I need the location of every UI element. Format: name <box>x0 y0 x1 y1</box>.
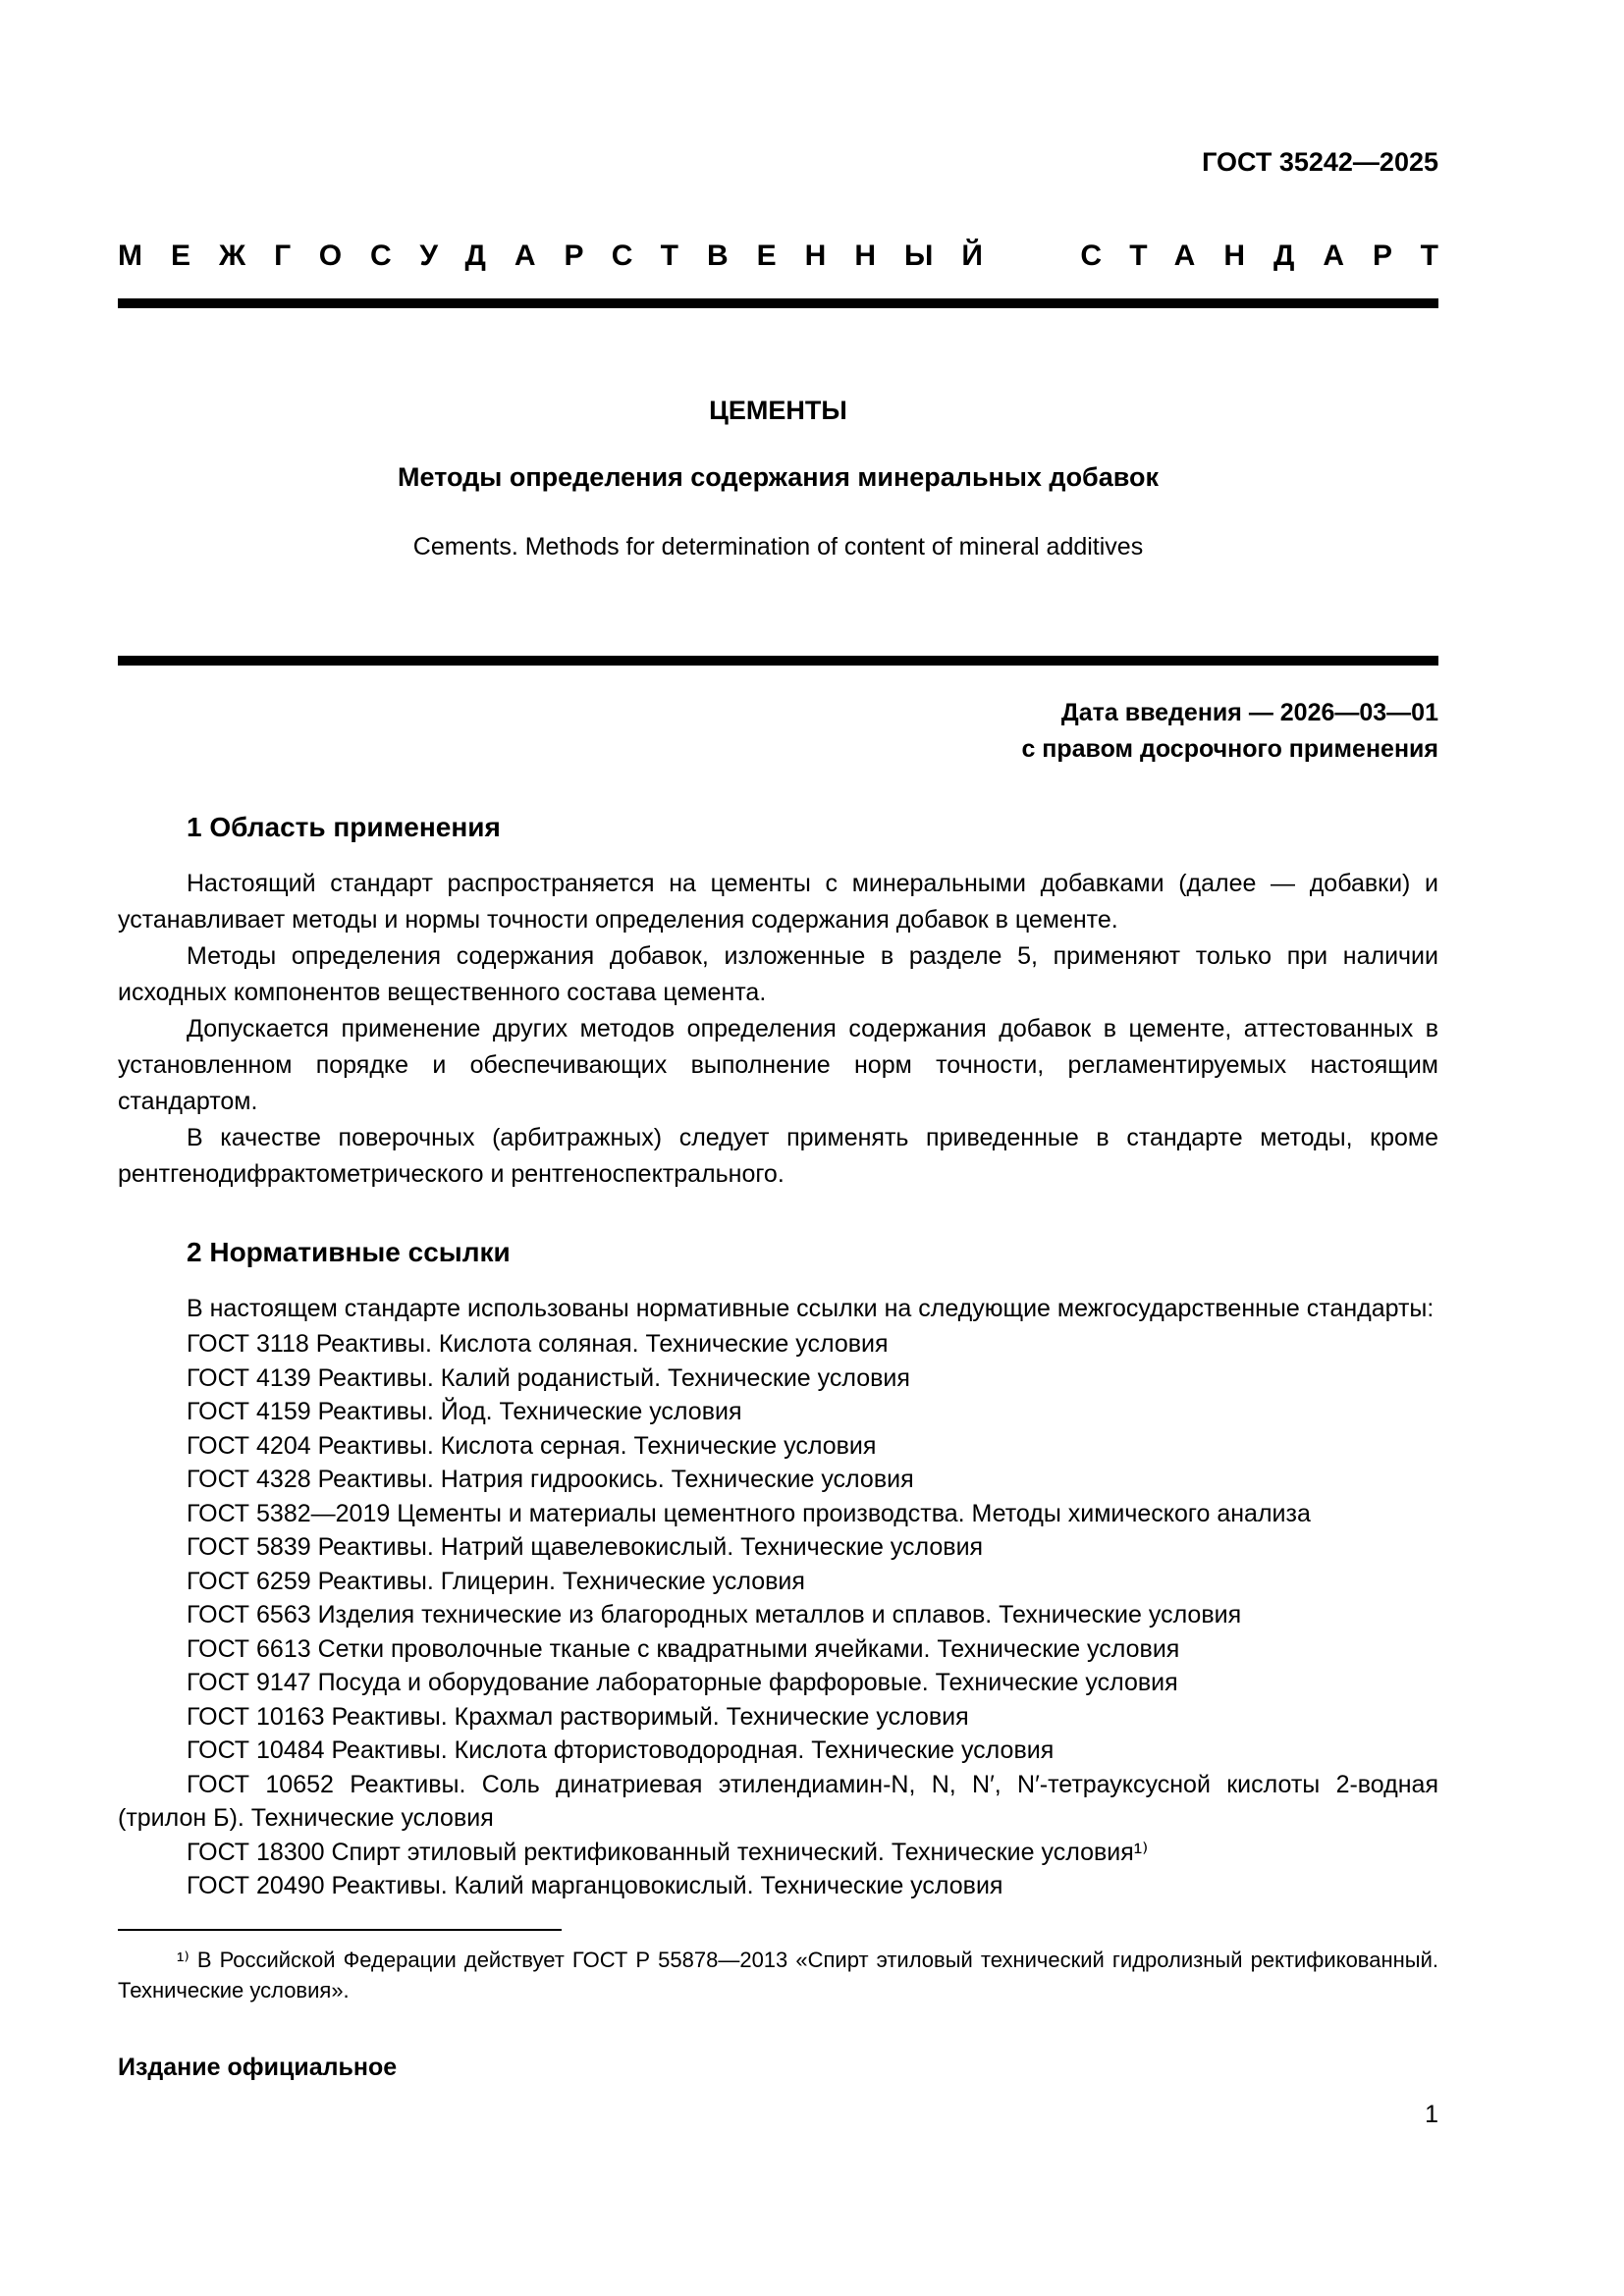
reference-item: ГОСТ 5839 Реактивы. Натрий щавелевокислый. Технические условия <box>187 1533 984 1561</box>
divider-rule-top <box>118 298 1438 308</box>
reference-item: ГОСТ 10163 Реактивы. Крахмал растворимый. Технические условия <box>187 1702 969 1731</box>
reference-item: ГОСТ 5382—2019 Цементы и материалы цементного производства. Методы химического анализа <box>187 1499 1311 1527</box>
document-subtitle: Методы определения содержания минеральных добавок <box>398 462 1159 492</box>
paragraph: Методы определения содержания добавок, изложенные в разделе 5, применяют только при наличии исходных компонентов вещественного состава цемента. <box>118 942 1438 1006</box>
reference-item: ГОСТ 10652 Реактивы. Соль динатриевая этилендиамин-N, N, N′, N′-тетрауксусной кислоты 2-водная (трилон Б). Технические условия <box>118 1770 1438 1832</box>
footnote-block <box>118 1929 1438 2005</box>
standard-type-banner <box>118 240 1467 273</box>
divider-rule-middle <box>118 656 1438 666</box>
reference-item: ГОСТ 20490 Реактивы. Калий марганцовокислый. Технические условия <box>187 1872 1003 1899</box>
reference-item: ГОСТ 18300 Спирт этиловый ректификованный технический. Технические условия¹⁾ <box>187 1838 1149 1866</box>
effective-date-note: с правом досрочного применения <box>1021 735 1438 763</box>
paragraph: Настоящий стандарт распространяется на цементы с минеральными добавками (далее — добавки) и устанавливает методы и нормы точности определения содержания добавок в цементе. <box>118 870 1438 934</box>
reference-item: ГОСТ 3118 Реактивы. Кислота соляная. Технические условия <box>187 1330 889 1358</box>
normative-references-list <box>118 1327 1438 1903</box>
reference-item: ГОСТ 6259 Реактивы. Глицерин. Технические условия <box>187 1567 805 1595</box>
effective-date-line: Дата введения — 2026—03—01 <box>1060 699 1438 726</box>
footnote-divider-rule <box>118 1929 562 1931</box>
reference-item: ГОСТ 6563 Изделия технические из благородных металлов и сплавов. Технические условия <box>187 1601 1242 1629</box>
section-1-heading: 1 Область применения <box>187 812 501 842</box>
banner-word-2: СТАНДАРТ <box>1080 240 1467 272</box>
edition-note: Издание официальное <box>118 2054 398 2081</box>
reference-item: ГОСТ 9147 Посуда и оборудование лабораторные фарфоровые. Технические условия <box>187 1669 1178 1696</box>
reference-item: ГОСТ 4139 Реактивы. Калий роданистый. Технические условия <box>187 1363 910 1392</box>
reference-item: ГОСТ 4204 Реактивы. Кислота серная. Технические условия <box>187 1431 877 1460</box>
banner-word-1: МЕЖГОСУДАРСТВЕННЫЙ <box>118 240 1011 272</box>
section-2-intro <box>118 1291 1438 1327</box>
section-1-body <box>118 866 1438 1193</box>
paragraph: Допускается применение других методов определения содержания добавок в цементе, аттестованных в установленном порядке и обеспечивающих выполнение норм точности, регламентируемых настоящим стандартом. <box>118 1015 1438 1115</box>
page-number: 1 <box>1425 2101 1438 2128</box>
reference-item: ГОСТ 10484 Реактивы. Кислота фтористоводородная. Технические условия <box>187 1736 1055 1764</box>
document-title: ЦЕМЕНТЫ <box>709 396 847 425</box>
reference-item: ГОСТ 6613 Сетки проволочные тканые с квадратными ячейками. Технические условия <box>187 1634 1180 1663</box>
footnote-text: ¹⁾ В Российской Федерации действует ГОСТ Р 55878—2013 «Спирт этиловый технический гидролизный ректификованный. Технические условия». <box>118 1947 1438 2002</box>
document-title-english: Cements. Methods for determination of content of mineral additives <box>412 533 1144 561</box>
section-2-heading: 2 Нормативные ссылки <box>187 1237 511 1267</box>
reference-item: ГОСТ 4328 Реактивы. Натрия гидроокись. Технические условия <box>187 1466 914 1493</box>
reference-item: ГОСТ 4159 Реактивы. Йод. Технические условия <box>187 1398 742 1425</box>
paragraph: В настоящем стандарте использованы нормативные ссылки на следующие межгосударственные стандарты: <box>187 1295 1435 1322</box>
standard-number: ГОСТ 35242—2025 <box>1202 147 1438 177</box>
title-block <box>118 395 1438 561</box>
paragraph: В качестве поверочных (арбитражных) следует применять приведенные в стандарте методы, кроме рентгенодифрактометрического и рентгеноспектрального. <box>118 1124 1438 1188</box>
effective-date-block <box>118 695 1438 768</box>
